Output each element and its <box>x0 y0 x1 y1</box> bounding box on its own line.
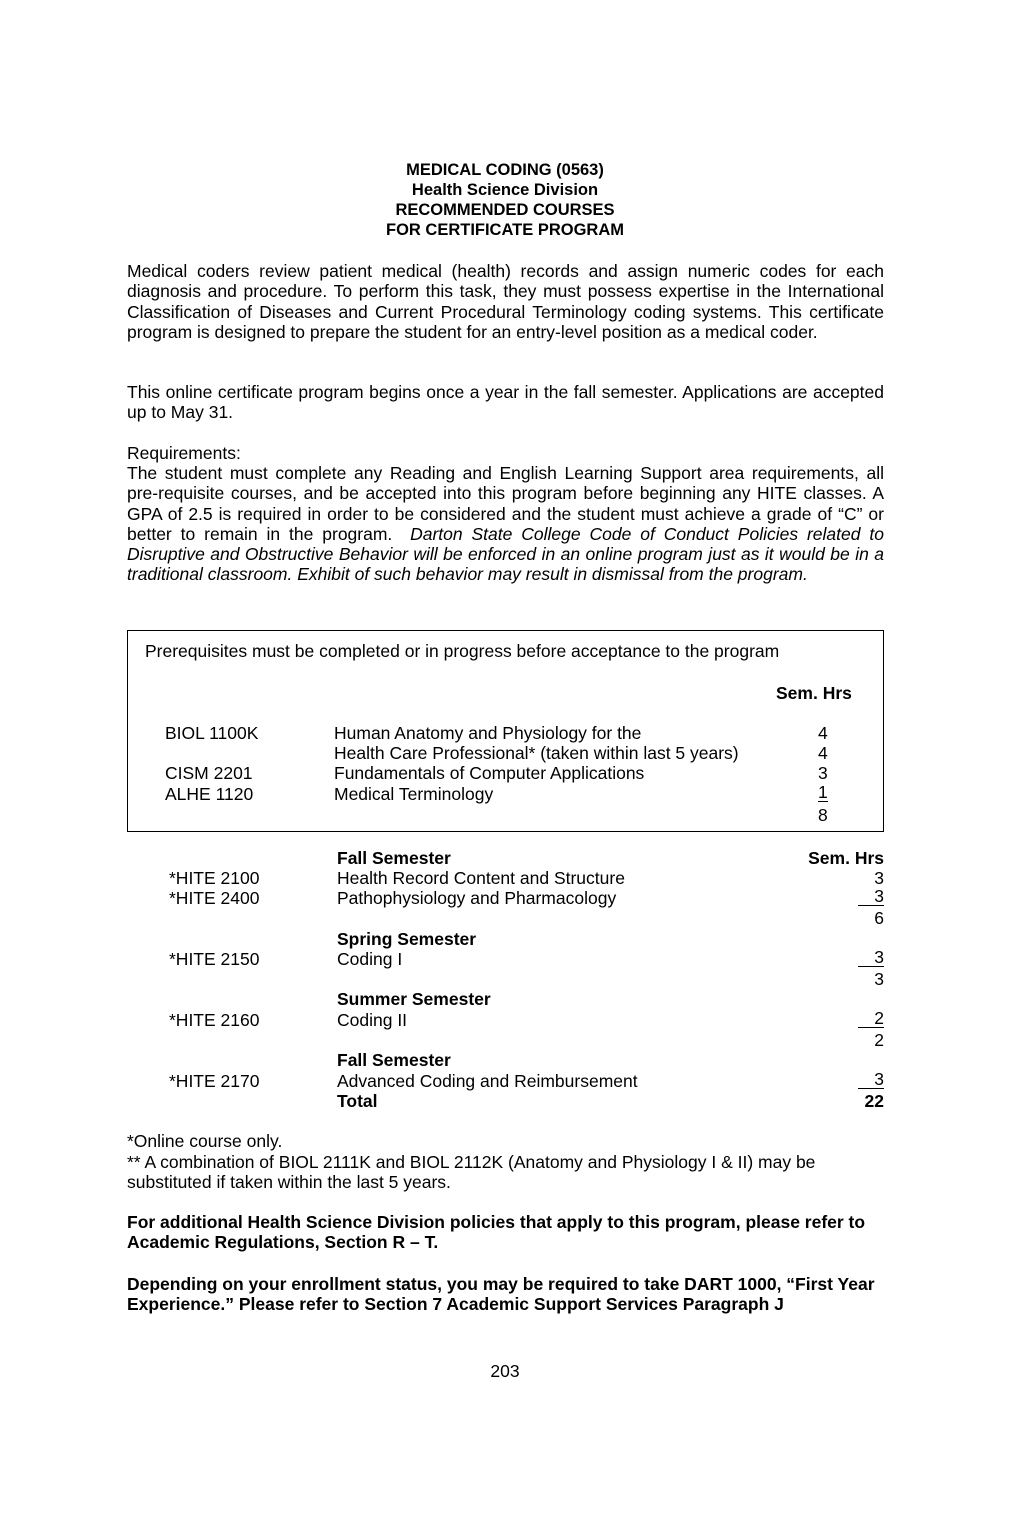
semester-heading: Summer Semester <box>337 989 491 1009</box>
course-code: CISM 2201 <box>165 763 253 783</box>
fall-semester-2-header-row <box>0 1050 1010 1070</box>
semester-subtotal: 2 <box>874 1030 884 1050</box>
schedule-row <box>0 888 1010 908</box>
schedule-row <box>0 1010 1010 1030</box>
semester-subtotal: 3 <box>874 969 884 989</box>
page-number: 203 <box>490 1361 520 1381</box>
semester-heading: Fall Semester <box>337 1050 451 1070</box>
total-row <box>0 1091 1010 1111</box>
course-code: BIOL 1100K <box>165 723 259 743</box>
course-code: *HITE 2400 <box>169 888 260 908</box>
prereq-row <box>0 723 1010 743</box>
semester-heading: Spring Semester <box>337 929 477 949</box>
course-title: Human Anatomy and Physiology for the <box>334 723 642 743</box>
course-code: *HITE 2150 <box>169 949 260 969</box>
requirements-heading: Requirements: <box>127 443 241 463</box>
course-title: Health Record Content and Structure <box>337 868 625 888</box>
course-title: Pathophysiology and Pharmacology <box>337 888 617 908</box>
policy-note: For additional Health Science Division policies that apply to this program, please refer to Academic Regulations, Section R – T. <box>127 1212 866 1253</box>
prereq-hours-header: Sem. Hrs <box>776 683 852 703</box>
schedule-hours-header: Sem. Hrs <box>808 848 884 868</box>
course-hours: 4 <box>818 743 828 763</box>
course-code: *HITE 2170 <box>169 1071 260 1091</box>
course-hours: 3 <box>858 949 884 967</box>
prereq-header-row <box>0 683 1010 703</box>
subtotal-row <box>0 969 1010 989</box>
total-label: Total <box>337 1091 378 1111</box>
schedule-row <box>0 949 1010 969</box>
course-hours: 3 <box>858 1071 884 1089</box>
prereq-row <box>0 743 1010 763</box>
course-code: *HITE 2100 <box>169 868 260 888</box>
course-code: ALHE 1120 <box>165 784 254 804</box>
intro-paragraph: Medical coders review patient medical (health) records and assign numeric codes for each diagnosis and procedure. To perform this task, they must possess expertise in the International Classification of Diseases and Current Procedural Terminology coding systems. This certificate program is designed to prepare the student for an entry-level position as a medical coder. <box>127 261 884 342</box>
substitution-note: ** A combination of BIOL 2111K and BIOL 2112K (Anatomy and Physiology I & II) may be substituted if taken within the last 5 years. <box>127 1152 816 1193</box>
semester-heading: Fall Semester <box>337 848 451 868</box>
document-title: MEDICAL CODING (0563) <box>406 161 604 179</box>
prereq-intro-row <box>0 641 1010 661</box>
prereq-row <box>0 763 1010 783</box>
course-hours: 3 <box>874 868 884 888</box>
dart-note: Depending on your enrollment status, you may be required to take DART 1000, “First Year Experience.” Please refer to Section 7 Academic Support Services Paragraph J <box>127 1274 875 1315</box>
course-title: Medical Terminology <box>334 784 494 804</box>
requirements-paragraph <box>127 463 884 585</box>
schedule-row <box>0 1071 1010 1091</box>
division-name: Health Science Division <box>411 181 599 199</box>
prereq-total-row <box>0 805 1010 825</box>
course-code: *HITE 2160 <box>169 1010 260 1030</box>
course-hours: 3 <box>858 888 884 906</box>
online-note: *Online course only. <box>127 1131 283 1151</box>
course-title: Coding I <box>337 949 403 969</box>
subtotal-row <box>0 908 1010 928</box>
schedule-paragraph: This online certificate program begins once a year in the fall semester. Applications are accepted up to May 31. <box>127 382 884 423</box>
course-hours: 3 <box>818 763 828 783</box>
course-hours: 2 <box>858 1010 884 1028</box>
course-title: Advanced Coding and Reimbursement <box>337 1071 638 1091</box>
prereq-row <box>0 784 1010 804</box>
course-hours: 4 <box>818 723 828 743</box>
course-title: Health Care Professional* (taken within last 5 years) <box>334 743 739 763</box>
prereq-total: 8 <box>818 805 828 825</box>
summer-semester-header-row <box>0 989 1010 1009</box>
subtitle-certificate: FOR CERTIFICATE PROGRAM <box>385 221 625 239</box>
fall-semester-header-row <box>0 848 1010 868</box>
conduct-policy-text: Darton State College Code of Conduct Policies related to Disruptive and Obstructive Behavior will be enforced in an online program just as it would be in a traditional classroom. Exhibit of such behavior may result in dismissal from the program. <box>127 523 884 585</box>
course-title: Fundamentals of Computer Applications <box>334 763 645 783</box>
subtotal-row <box>0 1030 1010 1050</box>
schedule-row <box>0 868 1010 888</box>
total-value: 22 <box>864 1091 884 1111</box>
prereq-intro: Prerequisites must be completed or in progress before acceptance to the program <box>145 641 780 661</box>
course-hours: 1 <box>818 782 828 802</box>
requirements-text: The student must complete any Reading and English Learning Support area requirements, all pre-requisite courses, and be accepted into this program before beginning any HITE classes. A GPA of 2.5 is required in order to be considered and the student must achieve a grade of “C” or better to remain in the program. <box>127 463 884 544</box>
course-title: Coding II <box>337 1010 408 1030</box>
spring-semester-header-row <box>0 929 1010 949</box>
subtitle-recommended: RECOMMENDED COURSES <box>395 201 615 219</box>
semester-subtotal: 6 <box>874 908 884 928</box>
